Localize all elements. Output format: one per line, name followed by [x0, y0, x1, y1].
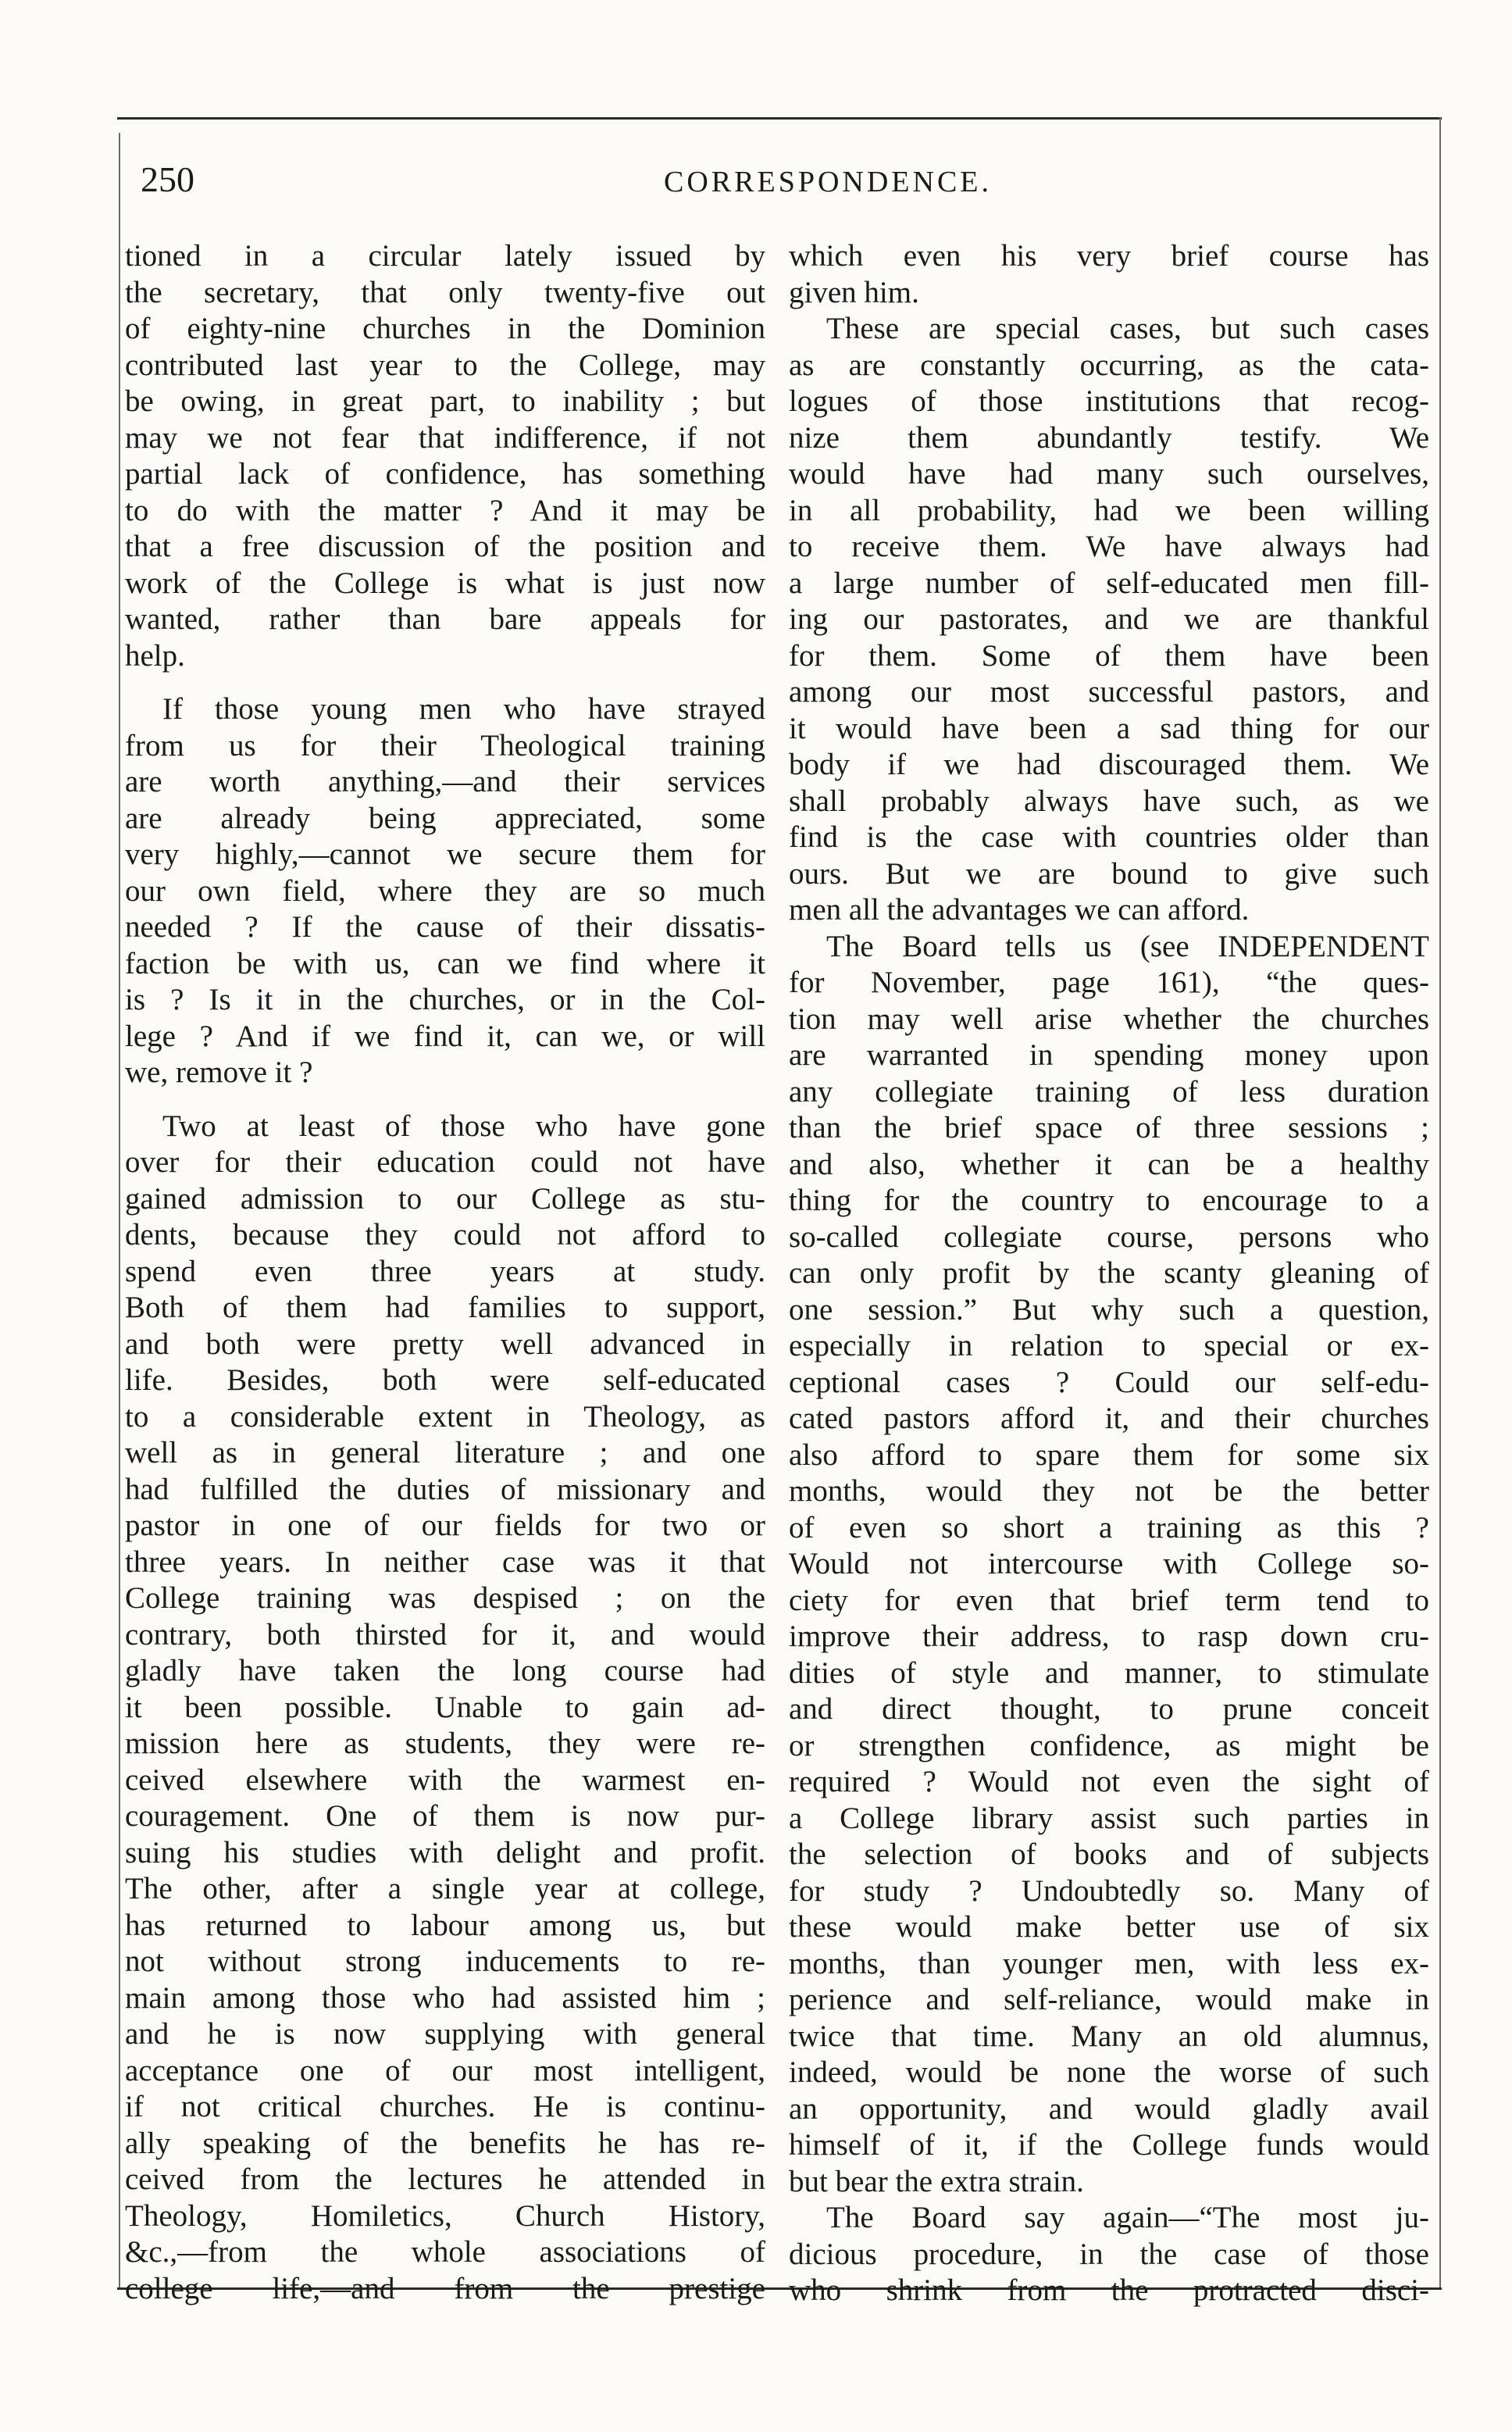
text-line: can only profit by the scanty gleaning of [789, 1256, 1429, 1290]
text-line: and also, whether it can be a healthy [789, 1147, 1429, 1181]
text-line: and both were pretty well advanced in [125, 1327, 765, 1361]
text-line: faction be with us, can we find where it [125, 946, 765, 980]
text-line: months, than younger men, with less ex- [789, 1946, 1429, 1980]
text-line: perience and self-reliance, would make in [789, 1983, 1429, 2016]
text-line: the secretary, that only twenty-five out [125, 275, 765, 309]
text-line: Two at least of those who have gone [162, 1109, 765, 1143]
text-line: to a considerable extent in Theology, as [125, 1399, 765, 1434]
text-line: well as in general literature ; and one [125, 1436, 765, 1470]
text-line: three years. In neither case was it that [125, 1545, 765, 1579]
text-line: dities of style and manner, to stimulate [789, 1655, 1429, 1690]
text-line: himself of it, if the College funds would [789, 2128, 1429, 2162]
text-line: body if we had discouraged them. We [789, 748, 1429, 781]
text-line: tioned in a circular lately issued by [125, 239, 765, 273]
text-line: lege ? And if we find it, can we, or will [125, 1019, 765, 1053]
text-line: Both of them had families to support, [125, 1291, 765, 1324]
text-line: may we not fear that indifference, if not [125, 420, 765, 455]
text-line: wanted, rather than bare appeals for [125, 602, 765, 636]
text-line: main among those who had assisted him ; [125, 1980, 765, 2015]
text-line: needed ? If the cause of their dissatis- [125, 910, 765, 944]
left-paragraph-3 [125, 1109, 765, 2308]
text-line: ing our pastorates, and we are thankful [789, 602, 1429, 636]
text-line: tion may well arise whether the churches [789, 1002, 1429, 1036]
text-line: that a free discussion of the position and [125, 530, 765, 563]
text-line: one session.” But why such a question, [789, 1292, 1429, 1327]
text-line: and direct thought, to prune conceit [789, 1692, 1429, 1726]
text-line: not without strong inducements to re- [125, 1945, 765, 1978]
text-line: Theology, Homiletics, Church History, [125, 2198, 765, 2233]
text-line: find is the case with countries older than [789, 820, 1429, 854]
text-line: life. Besides, both were self-educated [125, 1363, 765, 1397]
text-line: is ? Is it in the churches, or in the Col- [125, 983, 765, 1016]
text-line: would have had many such ourselves, [789, 457, 1429, 491]
left-paragraph-1 [125, 238, 765, 674]
text-line: The Board tells us (see INDEPENDENT [826, 929, 1429, 963]
text-line: over for their education could not have [125, 1145, 765, 1179]
right-paragraph-1 [789, 238, 1429, 311]
text-line: than the brief space of three sessions ; [789, 1111, 1429, 1145]
text-line: improve their address, to rasp down cru- [789, 1620, 1429, 1653]
text-line: If those young men who have strayed [162, 692, 765, 726]
text-line: or strengthen confidence, as might be [789, 1728, 1429, 1762]
text-line: it would have been a sad thing for our [789, 711, 1429, 745]
text-line: twice that time. Many an old alumnus, [789, 2019, 1429, 2053]
text-line: of eighty-nine churches in the Dominion [125, 312, 765, 345]
text-line: for study ? Undoubtedly so. Many of [789, 1873, 1429, 1908]
text-line: ours. But we are bound to give such [789, 856, 1429, 891]
text-line: so-called collegiate course, persons who [789, 1220, 1429, 1254]
text-line: couragement. One of them is now pur- [125, 1799, 765, 1833]
text-line: gained admission to our College as stu- [125, 1181, 765, 1216]
text-line: work of the College is what is just now [125, 566, 765, 600]
text-line: The Board say again—“The most ju- [826, 2201, 1429, 2234]
text-line: to do with the matter ? And it may be [125, 493, 765, 527]
text-line: for them. Some of them have been [789, 638, 1429, 673]
text-line: ally speaking of the benefits he has re- [125, 2126, 765, 2160]
text-line: partial lack of confidence, has something [125, 457, 765, 491]
text-line: to receive them. We have always had [789, 530, 1429, 563]
text-line: we, remove it ? [125, 1055, 313, 1089]
right-paragraph-3 [789, 929, 1429, 2201]
text-line: if not critical churches. He is continu- [125, 2090, 765, 2123]
text-line: cated pastors afford it, and their churches [789, 1402, 1429, 1435]
running-head: CORRESPONDENCE. [664, 166, 992, 198]
text-line: ceptional cases ? Could our self-edu- [789, 1365, 1429, 1399]
text-line: and he is now supplying with general [125, 2017, 765, 2051]
text-line: suing his studies with delight and profit. [125, 1835, 765, 1870]
text-line: a large number of self-educated men fill- [789, 566, 1429, 600]
text-line: shall probably always have such, as we [789, 784, 1429, 818]
right-column [789, 238, 1429, 2309]
text-line: help. [125, 638, 185, 673]
text-line: given him. [789, 275, 919, 309]
text-line: it been possible. Unable to gain ad- [125, 1690, 765, 1724]
text-line: College training was despised ; on the [125, 1581, 765, 1615]
text-line: dicious procedure, in the case of those [789, 2237, 1429, 2271]
text-line: very highly,—cannot we secure them for [125, 837, 765, 871]
text-line: contrary, both thirsted for it, and would [125, 1617, 765, 1652]
left-margin-rule [119, 133, 120, 2289]
text-line: college life,—and from the prestige [125, 2271, 765, 2305]
right-paragraph-4 [789, 2200, 1429, 2309]
text-line: indeed, would be none the worse of such [789, 2055, 1429, 2089]
top-rule [117, 117, 1442, 120]
text-line: contributed last year to the College, may [125, 348, 765, 382]
text-line: thing for the country to encourage to a [789, 1184, 1429, 1217]
page-number: 250 [141, 159, 194, 199]
text-line: the selection of books and of subjects [789, 1837, 1429, 1871]
text-line: among our most successful pastors, and [789, 675, 1429, 709]
text-line: which even his very brief course has [789, 239, 1429, 273]
text-line: these would make better use of six [789, 1910, 1429, 1944]
text-line: are warranted in spending money upon [789, 1038, 1429, 1072]
left-column [125, 238, 765, 2307]
text-line: also afford to spare them for some six [789, 1437, 1429, 1472]
text-line: but bear the extra strain. [789, 2164, 1084, 2198]
text-line: spend even three years at study. [125, 1254, 765, 1288]
text-line: These are special cases, but such cases [826, 312, 1429, 345]
text-line: in all probability, had we been willing [789, 493, 1429, 527]
text-line: for November, page 161), “the ques- [789, 966, 1429, 999]
text-line: required ? Would not even the sight of [789, 1765, 1429, 1798]
text-line: ciety for even that brief term tend to [789, 1583, 1429, 1617]
text-line: ceived from the lectures he attended in [125, 2162, 765, 2196]
text-line: nize them abundantly testify. We [789, 420, 1429, 455]
text-line: are worth anything,—and their services [125, 765, 765, 798]
text-line: dents, because they could not afford to [125, 1218, 765, 1252]
text-line: men all the advantages we can afford. [789, 893, 1250, 927]
text-line: especially in relation to special or ex- [789, 1329, 1429, 1362]
text-line: any collegiate training of less duration [789, 1074, 1429, 1109]
text-line: from us for their Theological training [125, 728, 765, 762]
text-line: months, would they not be the better [789, 1474, 1429, 1508]
text-line: acceptance one of our most intelligent, [125, 2053, 765, 2087]
text-line: be owing, in great part, to inability ; but [125, 384, 765, 418]
text-line: pastor in one of our fields for two or [125, 1509, 765, 1542]
text-line: had fulfilled the duties of missionary and [125, 1472, 765, 1506]
text-line: The other, after a single year at college, [125, 1872, 765, 1905]
text-line: has returned to labour among us, but [125, 1908, 765, 1942]
text-line: &c.,—from the whole associations of [125, 2235, 765, 2269]
text-line: are already being appreciated, some [125, 801, 765, 835]
left-paragraph-2 [125, 691, 765, 1091]
text-line: our own field, where they are so much [125, 873, 765, 908]
right-paragraph-2 [789, 311, 1429, 929]
text-line: Would not intercourse with College so- [789, 1547, 1429, 1580]
text-line: a College library assist such parties in [789, 1801, 1429, 1835]
text-line: as are constantly occurring, as the cata- [789, 348, 1429, 382]
text-line: mission here as students, they were re- [125, 1727, 765, 1760]
right-margin-rule [1439, 117, 1441, 2287]
text-line: ceived elsewhere with the warmest en- [125, 1762, 765, 1797]
text-line: who shrink from the protracted disci- [789, 2273, 1429, 2307]
text-line: an opportunity, and would gladly avail [789, 2091, 1429, 2126]
text-line: gladly have taken the long course had [125, 1654, 765, 1687]
text-line: of even so short a training as this ? [789, 1510, 1429, 1545]
text-line: logues of those institutions that recog- [789, 384, 1429, 418]
